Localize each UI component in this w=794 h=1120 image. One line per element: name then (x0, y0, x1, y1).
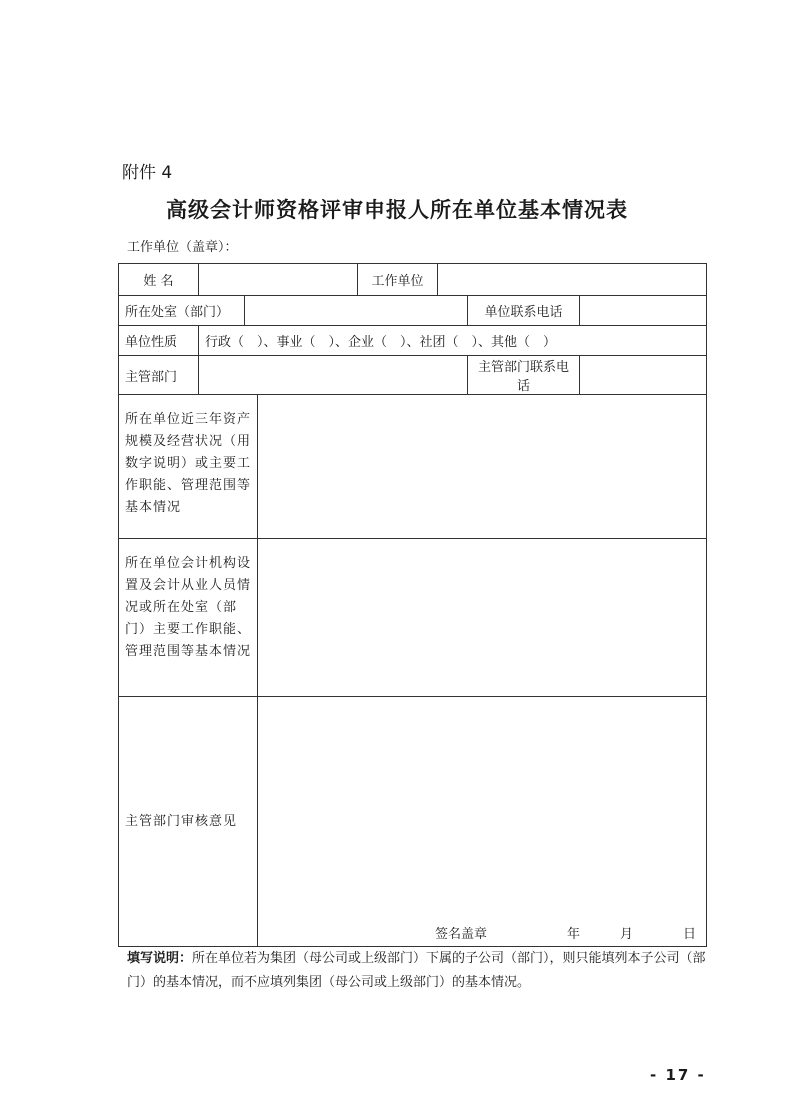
department-label: 所在处室（部门） (119, 296, 245, 326)
supervisor-field[interactable] (199, 356, 468, 395)
name-label: 姓 名 (119, 264, 199, 296)
department-field[interactable] (245, 296, 468, 326)
year-label: 年 (566, 927, 580, 942)
attachment-label: 附件 4 (122, 163, 173, 183)
supervisor-phone-label: 主管部门联系电话 (468, 356, 580, 395)
page-title: 高级会计师资格评审申报人所在单位基本情况表 (166, 197, 628, 222)
page-number: - 17 - (650, 1066, 706, 1084)
note-heading: 填写说明： (127, 951, 193, 966)
work-unit-seal-line: 工作单位（盖章）： (127, 240, 238, 255)
basic-info-form (118, 263, 707, 947)
work-unit-label: 工作单位 (358, 264, 438, 296)
note-text: 所在单位若为集团（母公司或上级部门）下属的子公司（部门），则只能填列本子公司（部门）的基本情况，而不应填列集团（母公司或上级部门）的基本情况。 (127, 951, 706, 990)
name-field[interactable] (199, 264, 358, 296)
accounting-field[interactable] (258, 539, 707, 697)
signature-line (264, 923, 696, 946)
assets-label: 所在单位近三年资产规模及经营状况（用数字说明）或主要工作职能、管理范围等基本情况 (119, 395, 258, 539)
unit-phone-label: 单位联系电话 (468, 296, 580, 326)
review-label: 主管部门审核意见 (119, 697, 258, 947)
accounting-label: 所在单位会计机构设置及会计从业人员情况或所在处室（部门）主要工作职能、管理范围等基本情况 (119, 539, 258, 697)
unit-nature-label: 单位性质 (119, 326, 199, 356)
assets-field[interactable] (258, 395, 707, 539)
sign-label: 签名盖章 (434, 927, 487, 942)
supervisor-phone-field[interactable] (580, 356, 707, 395)
unit-nature-options[interactable]: 行政（ ）、事业（ ）、企业（ ）、社团（ ）、其他（ ） (199, 326, 707, 356)
day-label: 日 (683, 927, 697, 942)
fill-instructions (127, 947, 715, 995)
work-unit-field[interactable] (438, 264, 707, 296)
unit-phone-field[interactable] (580, 296, 707, 326)
supervisor-label: 主管部门 (119, 356, 199, 395)
review-field[interactable] (258, 697, 707, 947)
month-label: 月 (620, 927, 634, 942)
